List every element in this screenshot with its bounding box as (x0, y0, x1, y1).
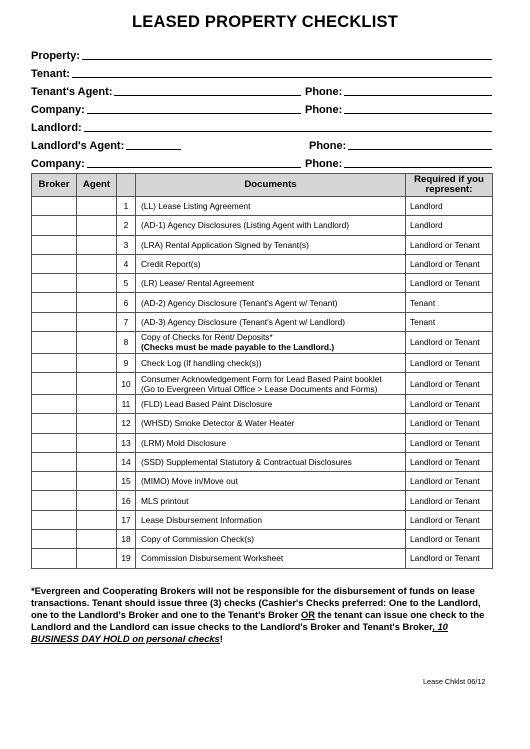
document-name (136, 274, 406, 293)
agent-check-cell[interactable] (77, 530, 117, 549)
row-number: 19 (117, 549, 136, 568)
document-name (136, 293, 406, 312)
agent-check-cell[interactable] (77, 216, 117, 235)
checklist-rows (32, 197, 493, 569)
phone-field-3[interactable] (309, 136, 492, 152)
row-number: 4 (117, 254, 136, 273)
document-name (136, 394, 406, 413)
agent-check-cell[interactable] (77, 491, 117, 510)
document-line: (LL) Lease Listing Agreement (141, 201, 251, 212)
form-version: Lease Chklst 06/12 (423, 677, 486, 686)
tenant-label: Tenant: (31, 68, 70, 80)
phone-line-3[interactable] (348, 138, 492, 150)
document-name (136, 235, 406, 254)
landlords-agent-label: Landlord's Agent: (31, 140, 125, 152)
phone-field-1[interactable] (305, 82, 492, 98)
tenant-line[interactable] (72, 66, 492, 78)
phone-label-1: Phone: (305, 86, 343, 98)
document-name (136, 216, 406, 235)
broker-check-cell[interactable] (32, 293, 77, 312)
broker-check-cell[interactable] (32, 235, 77, 254)
row-number: 10 (117, 373, 136, 395)
company-line-2[interactable] (87, 156, 301, 168)
required-party: Landlord or Tenant (406, 414, 493, 433)
required-party: Landlord or Tenant (406, 332, 493, 354)
row-number: 13 (117, 433, 136, 452)
document-line: (LRA) Rental Application Signed by Tenant(s) (141, 239, 309, 250)
broker-check-cell[interactable] (32, 549, 77, 568)
row-number: 9 (117, 353, 136, 372)
table-row (32, 216, 493, 235)
broker-check-cell[interactable] (32, 312, 77, 331)
document-name (136, 414, 406, 433)
landlords-agent-field[interactable] (31, 136, 181, 152)
row-number: 8 (117, 332, 136, 354)
note-or: OR (300, 609, 316, 620)
broker-check-cell[interactable] (32, 373, 77, 395)
phone-field-4[interactable] (305, 154, 492, 170)
company-field-2[interactable] (31, 154, 301, 170)
agent-check-cell[interactable] (77, 394, 117, 413)
required-party: Landlord or Tenant (406, 373, 493, 395)
phone-line-4[interactable] (344, 156, 492, 168)
row-number: 7 (117, 312, 136, 331)
table-row (32, 414, 493, 433)
tenants-agent-field[interactable] (31, 82, 301, 98)
required-party: Landlord or Tenant (406, 452, 493, 471)
company-field-1[interactable] (31, 100, 301, 116)
note-text-2: the tenant can issue one check to the Landlord and the Landlord can issue checks to the Landlord's Broker and Tenant's Broker (31, 609, 485, 632)
document-name (136, 491, 406, 510)
agent-check-cell[interactable] (77, 452, 117, 471)
row-number: 15 (117, 472, 136, 491)
document-line: (WHSD) Smoke Detector & Water Heater (141, 418, 295, 429)
required-party: Landlord (406, 197, 493, 216)
broker-header: Broker (32, 174, 77, 197)
agent-check-cell[interactable] (77, 332, 117, 354)
table-row (32, 293, 493, 312)
agent-check-cell[interactable] (77, 274, 117, 293)
agent-check-cell[interactable] (77, 549, 117, 568)
landlords-agent-line[interactable] (126, 138, 181, 150)
tenants-agent-label: Tenant's Agent: (31, 86, 113, 98)
document-name (136, 452, 406, 471)
table-row (32, 510, 493, 529)
property-line[interactable] (82, 48, 492, 60)
note-business-day-hold: 10 BUSINESS DAY HOLD on personal checks (31, 621, 448, 644)
table-row (32, 373, 493, 395)
broker-check-cell[interactable] (32, 510, 77, 529)
property-field[interactable] (31, 46, 492, 62)
document-line: MLS printout (141, 495, 189, 506)
document-name (136, 254, 406, 273)
tenants-agent-line[interactable] (114, 84, 301, 96)
document-name (136, 472, 406, 491)
document-subline: (Go to Evergreen Virtual Office > Lease Documents and Forms) (141, 383, 378, 394)
company-label-2: Company: (31, 158, 85, 170)
required-party: Landlord or Tenant (406, 472, 493, 491)
agent-check-cell[interactable] (77, 235, 117, 254)
required-party: Landlord or Tenant (406, 549, 493, 568)
required-party: Landlord or Tenant (406, 491, 493, 510)
row-number: 5 (117, 274, 136, 293)
table-row (32, 394, 493, 413)
table-row (32, 254, 493, 273)
agent-header: Agent (77, 174, 117, 197)
table-row (32, 491, 493, 510)
required-party: Landlord or Tenant (406, 510, 493, 529)
table-header-row (32, 174, 493, 197)
broker-check-cell[interactable] (32, 274, 77, 293)
document-line: (SSD) Supplemental Statutory & Contractual Disclosures (141, 457, 352, 467)
broker-check-cell[interactable] (32, 197, 77, 216)
row-number: 16 (117, 491, 136, 510)
phone-field-2[interactable] (305, 100, 492, 116)
landlord-field[interactable] (31, 118, 492, 134)
document-name (136, 332, 406, 354)
row-number: 6 (117, 293, 136, 312)
table-row (32, 332, 493, 354)
company-label-1: Company: (31, 104, 85, 116)
note-comma: , (432, 621, 435, 632)
document-line: Consumer Acknowledgement Form for Lead Based Paint booklet (141, 373, 382, 384)
required-party: Tenant (406, 312, 493, 331)
agent-check-cell[interactable] (77, 373, 117, 395)
required-party: Landlord or Tenant (406, 274, 493, 293)
page-title: LEASED PROPERTY CHECKLIST (132, 13, 398, 31)
number-header (117, 174, 136, 197)
agent-check-cell[interactable] (77, 433, 117, 452)
required-party: Landlord or Tenant (406, 254, 493, 273)
row-number: 3 (117, 235, 136, 254)
agent-check-cell[interactable] (77, 254, 117, 273)
checklist-table (31, 173, 493, 569)
phone-label-4: Phone: (305, 158, 343, 170)
broker-check-cell[interactable] (32, 216, 77, 235)
document-subline: (Checks must be made payable to the Landlord.) (141, 342, 335, 353)
documents-header: Documents (136, 174, 406, 197)
phone-label-2: Phone: (305, 104, 343, 116)
document-line: (LR) Lease/ Rental Agreement (141, 278, 255, 289)
table-row (32, 549, 493, 568)
row-number: 2 (117, 216, 136, 235)
document-line: (FLD) Lead Based Paint Disclosure (141, 399, 273, 410)
row-number: 11 (117, 394, 136, 413)
phone-label-3: Phone: (309, 140, 347, 152)
broker-check-cell[interactable] (32, 254, 77, 273)
document-name (136, 197, 406, 216)
row-number: 17 (117, 510, 136, 529)
note-exclamation: ! (219, 633, 223, 644)
document-line: Commission Disbursement Worksheet (141, 553, 284, 564)
table-row (32, 274, 493, 293)
company-line-1[interactable] (87, 102, 301, 114)
document-line: (AD-2) Agency Disclosure (Tenant's Agent w/ Tenant) (141, 297, 338, 308)
broker-check-cell[interactable] (32, 353, 77, 372)
broker-check-cell[interactable] (32, 472, 77, 491)
table-row (32, 353, 493, 372)
agent-check-cell[interactable] (77, 472, 117, 491)
landlord-line[interactable] (84, 120, 492, 132)
required-header: Required if you represent: (406, 174, 493, 197)
landlord-label: Landlord: (31, 122, 82, 134)
required-party: Landlord or Tenant (406, 394, 493, 413)
agent-check-cell[interactable] (77, 197, 117, 216)
broker-check-cell[interactable] (32, 530, 77, 549)
document-line: Lease Disbursement Information (141, 514, 263, 525)
note-text-1: *Evergreen and Cooperating Brokers will not be responsible for the disbursement of funds on lease transactions. Tenant should issue three (3) checks (Cashier's Checks preferred: One to the Landlord, one to the Landlord's Broker and one to the Tenant's Broker (31, 585, 481, 620)
required-party: Landlord (406, 216, 493, 235)
document-name (136, 373, 406, 395)
required-party: Tenant (406, 293, 493, 312)
document-name (136, 530, 406, 549)
broker-check-cell[interactable] (32, 491, 77, 510)
broker-check-cell[interactable] (32, 452, 77, 471)
document-line: Credit Report(s) (141, 259, 201, 270)
required-party: Landlord or Tenant (406, 530, 493, 549)
row-number: 1 (117, 197, 136, 216)
phone-line-1[interactable] (344, 84, 492, 96)
row-number: 12 (117, 414, 136, 433)
required-party: Landlord or Tenant (406, 433, 493, 452)
document-line: Check Log (If handling check(s)) (141, 358, 262, 369)
table-row (32, 312, 493, 331)
agent-check-cell[interactable] (77, 510, 117, 529)
agent-check-cell[interactable] (77, 414, 117, 433)
broker-check-cell[interactable] (32, 332, 77, 354)
table-row (32, 472, 493, 491)
document-line: (LRM) Mold Disclosure (141, 437, 227, 448)
broker-check-cell[interactable] (32, 433, 77, 452)
agent-check-cell[interactable] (77, 312, 117, 331)
document-name (136, 510, 406, 529)
document-name (136, 549, 406, 568)
phone-line-2[interactable] (344, 102, 492, 114)
document-line: Copy of Commission Check(s) (141, 534, 255, 545)
agent-check-cell[interactable] (77, 353, 117, 372)
document-name (136, 353, 406, 372)
document-line: (MIMO) Move in/Move out (141, 476, 238, 487)
document-line: Copy of Checks for Rent/ Deposits* (141, 332, 273, 343)
table-row (32, 235, 493, 254)
table-row (32, 452, 493, 471)
agent-check-cell[interactable] (77, 293, 117, 312)
row-number: 18 (117, 530, 136, 549)
table-row (32, 530, 493, 549)
tenant-field[interactable] (31, 64, 492, 80)
property-label: Property: (31, 50, 80, 62)
broker-check-cell[interactable] (32, 414, 77, 433)
required-party: Landlord or Tenant (406, 353, 493, 372)
document-line: (AD-3) Agency Disclosure (Tenant's Agent w/ Landlord) (141, 316, 346, 327)
table-row (32, 433, 493, 452)
disbursement-note (31, 585, 493, 645)
row-number: 14 (117, 452, 136, 471)
document-name (136, 312, 406, 331)
document-line: (AD-1) Agency Disclosures (Listing Agent with Landlord) (141, 220, 350, 231)
required-party: Landlord or Tenant (406, 235, 493, 254)
table-row (32, 197, 493, 216)
document-name (136, 433, 406, 452)
broker-check-cell[interactable] (32, 394, 77, 413)
